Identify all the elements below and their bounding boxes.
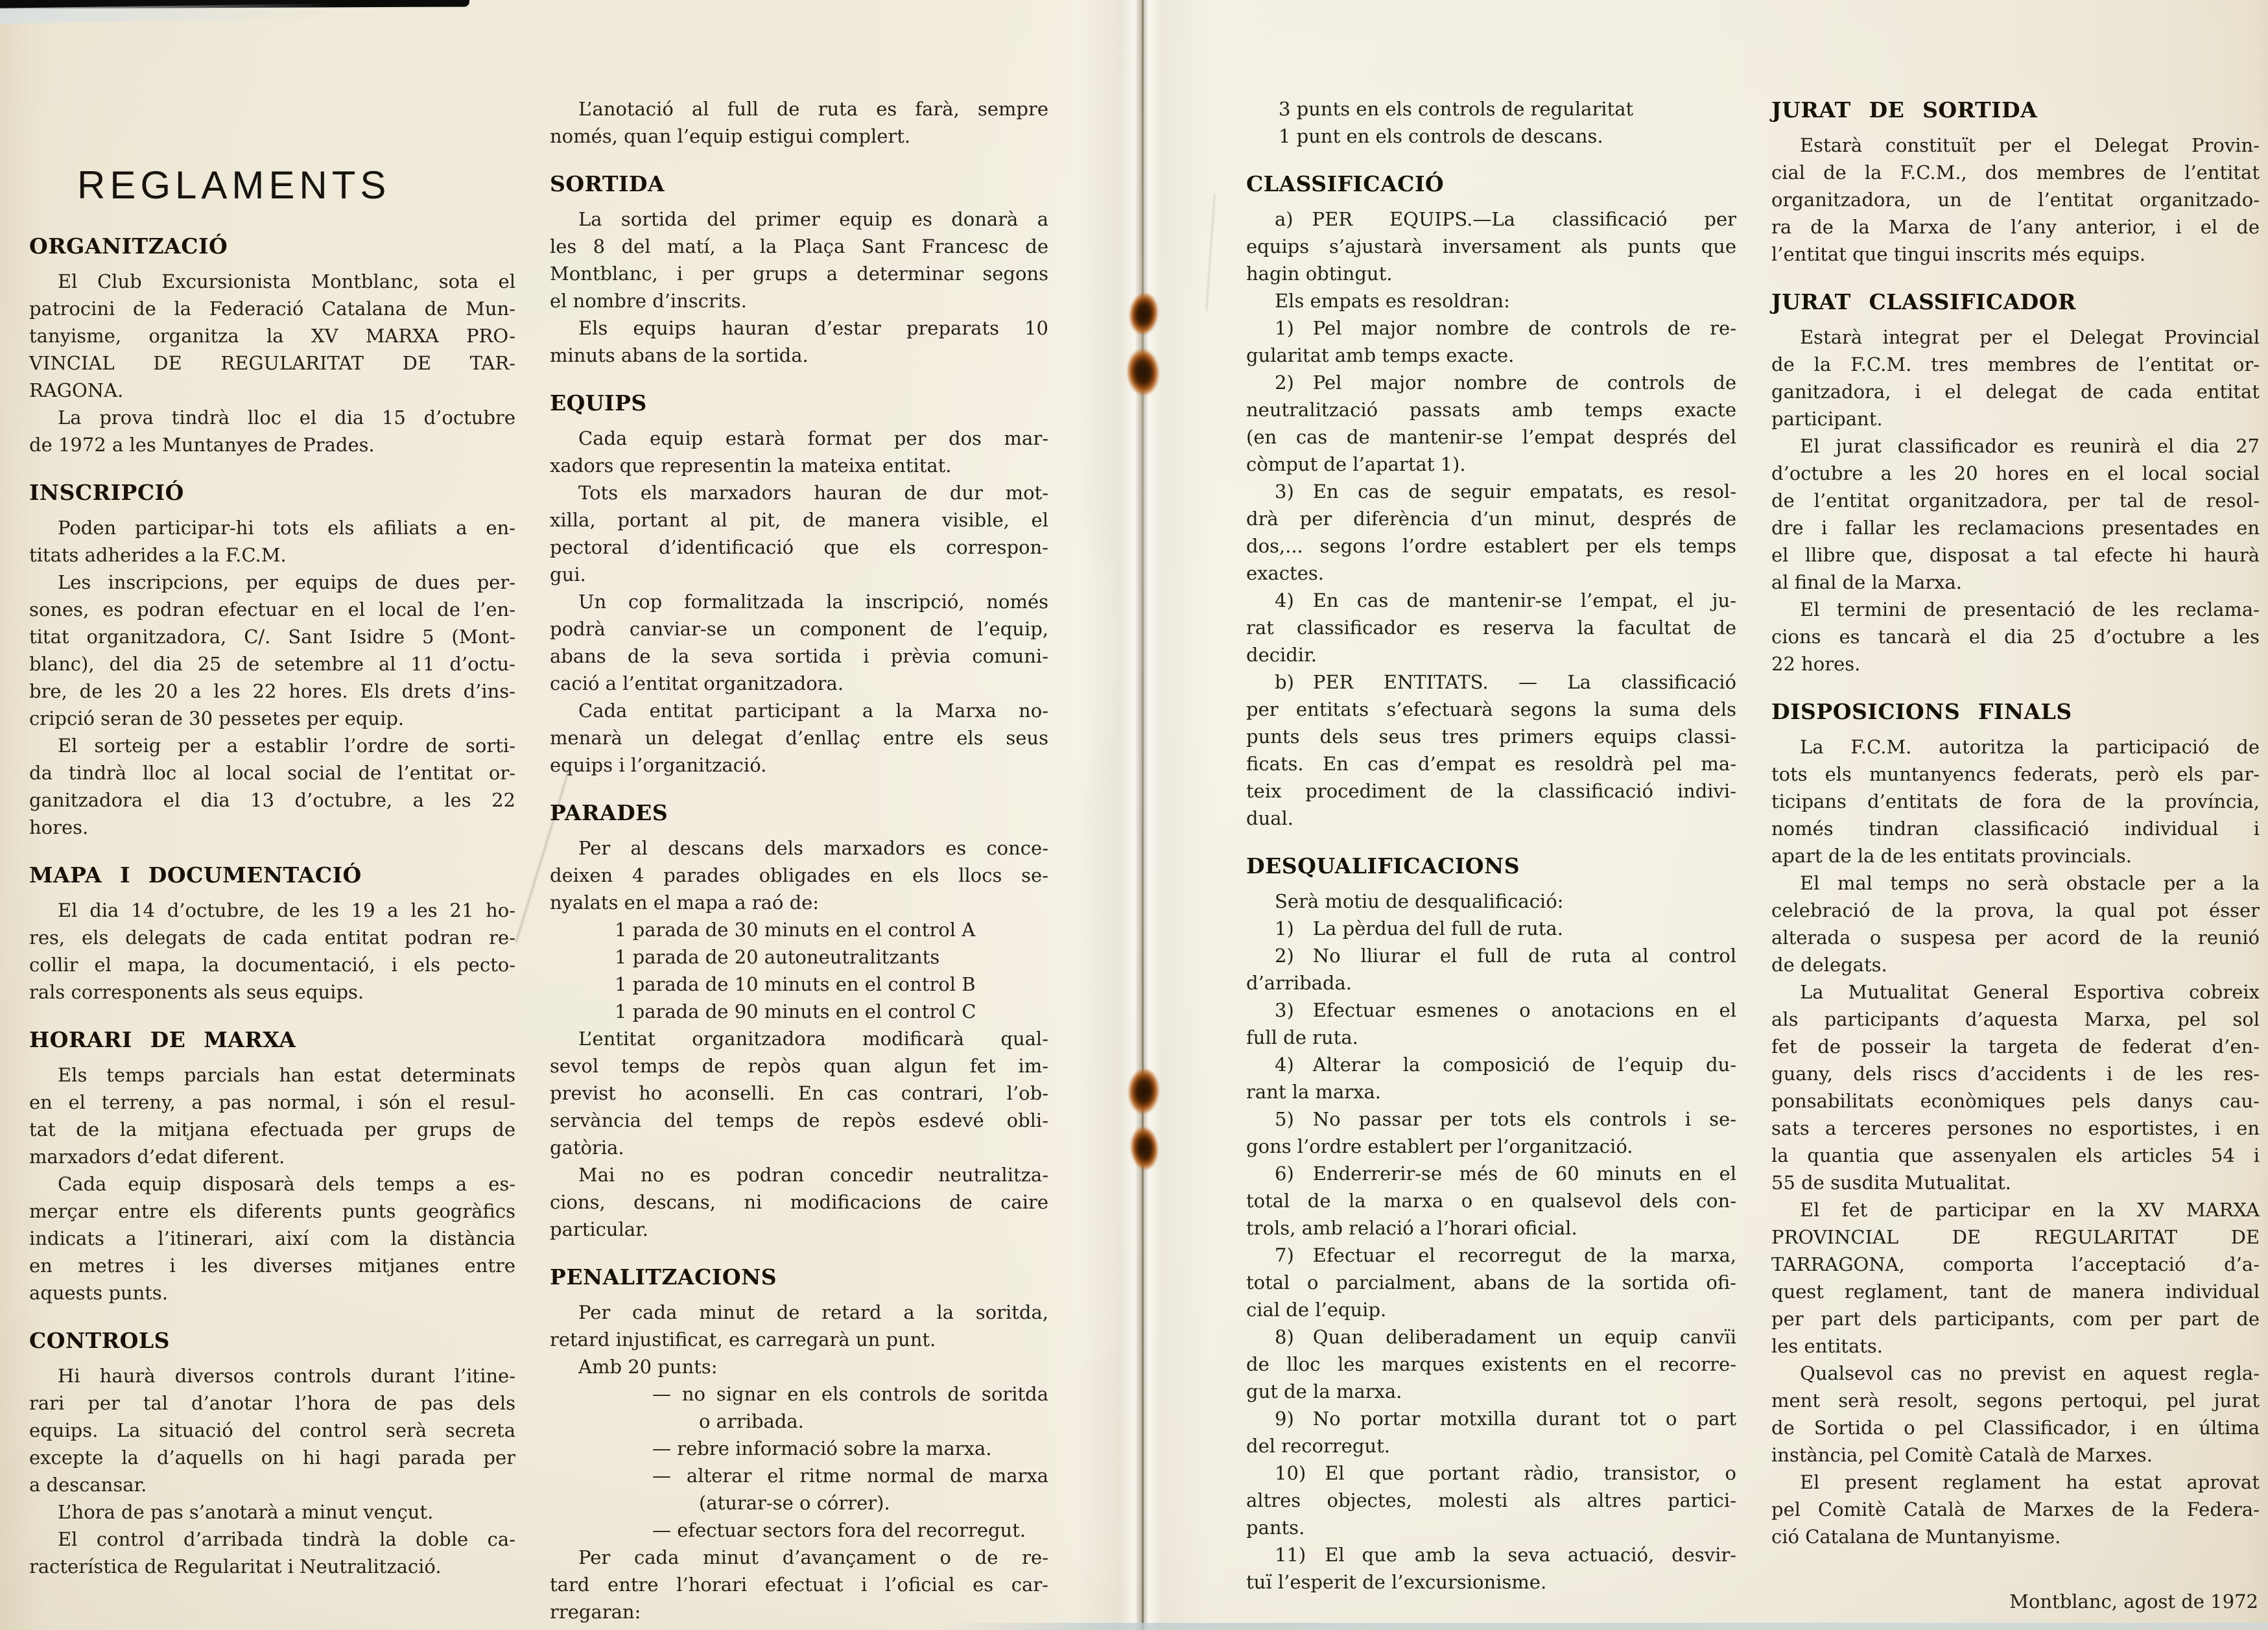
text-line: El sorteig per a establir l’ordre de sorti- bbox=[58, 735, 515, 757]
section-organitzacio bbox=[29, 231, 515, 458]
paragraph bbox=[550, 1299, 1048, 1353]
paragraph bbox=[29, 569, 515, 732]
text-line: 6) Enderrerir-se més de 60 minuts en el bbox=[1275, 1163, 1736, 1185]
text-line: 22 hores. bbox=[1771, 653, 1861, 675]
text-line: Per al descans dels marxadors es conce- bbox=[578, 837, 1048, 859]
section-heading: MAPA I DOCUMENTACIÓ bbox=[29, 862, 362, 888]
section-inscripcio bbox=[29, 478, 515, 841]
paragraph bbox=[550, 479, 1048, 588]
paragraph bbox=[1771, 432, 2260, 596]
text-line: del recorregut. bbox=[1246, 1435, 1390, 1457]
paragraph bbox=[29, 404, 515, 458]
paragraph bbox=[29, 1061, 515, 1170]
text-line: organitzadora, un de l’entitat organitzado- bbox=[1771, 189, 2260, 211]
text-line: blanc), del dia 25 de setembre al 11 d’octu- bbox=[29, 653, 515, 675]
text-line: Poden participar-hi tots els afiliats a en- bbox=[58, 517, 515, 539]
text-line: da tindrà lloc al local social de l’entitat or- bbox=[29, 762, 515, 784]
text-line: El dia 14 d’octubre, de les 19 a les 21 ho- bbox=[58, 899, 515, 921]
section-heading: INSCRIPCIÓ bbox=[29, 480, 184, 505]
text-line: La sortida del primer equip es donarà a bbox=[578, 208, 1048, 230]
paragraph bbox=[1771, 1360, 2260, 1469]
text-line: tanyisme, organitza la XV MARXA PRO- bbox=[29, 325, 515, 347]
text-line: en el terreny, a pas normal, i són el resul- bbox=[29, 1091, 515, 1113]
list-item: 1 parada de 10 minuts en el control B bbox=[615, 973, 976, 995]
section-heading: JURAT CLASSIFICADOR bbox=[1771, 289, 2076, 314]
text-line: sevol temps de repòs quan algun fet im- bbox=[550, 1055, 1048, 1077]
text-line: El control d’arribada tindrà la doble ca- bbox=[58, 1528, 515, 1550]
text-line: rant la marxa. bbox=[1246, 1081, 1381, 1103]
text-line: PROVINCIAL DE REGULARITAT DE bbox=[1771, 1226, 2260, 1248]
text-line: xadors que representin la mateixa entitat. bbox=[550, 455, 952, 477]
paragraph bbox=[29, 1362, 515, 1498]
text-line: pectoral d’identificació que els correspon- bbox=[550, 536, 1048, 558]
text-line: 7) Efectuar el recorregut de la marxa, bbox=[1275, 1244, 1736, 1266]
section-horari-de-marxa bbox=[29, 1025, 515, 1306]
text-line: patrocini de la Federació Catalana de Mun- bbox=[29, 298, 515, 320]
text-line: 2) Pel major nombre de controls de bbox=[1275, 372, 1736, 394]
paragraph bbox=[1771, 324, 2260, 432]
text-line: 3) En cas de seguir empatats, es resol- bbox=[1275, 480, 1736, 502]
paragraph bbox=[1246, 587, 1736, 668]
text-line: punts dels seus tres primers equips classi- bbox=[1246, 726, 1736, 748]
text-line: gularitat amb temps exacte. bbox=[1246, 344, 1515, 366]
text-line: tuï l’esperit de l’excursionisme. bbox=[1246, 1571, 1547, 1593]
scan-edge-bottom bbox=[940, 1623, 2268, 1630]
paragraph bbox=[1246, 287, 1736, 314]
paragraph bbox=[1246, 1105, 1736, 1160]
text-line: només tindran classificació individual i bbox=[1771, 818, 2260, 840]
column-2 bbox=[550, 95, 1048, 1625]
text-line: 4) Alterar la composició de l’equip du- bbox=[1275, 1054, 1736, 1076]
text-line: racterística de Regularitat i Neutralització. bbox=[29, 1555, 442, 1577]
text-line: nyalats en el mapa a raó de: bbox=[550, 892, 820, 914]
closing-dateline: Montblanc, agost de 1972 bbox=[2009, 1590, 2258, 1612]
text-line: de delegats. bbox=[1771, 954, 1887, 976]
paragraph bbox=[550, 588, 1048, 697]
section-heading: CONTROLS bbox=[29, 1328, 170, 1353]
text-line: cions es tancarà el dia 25 d’octubre a les bbox=[1771, 626, 2260, 648]
paragraph bbox=[550, 425, 1048, 479]
text-line: hagin obtingut. bbox=[1246, 263, 1393, 285]
paragraph bbox=[550, 206, 1048, 314]
paragraph bbox=[1771, 1469, 2260, 1550]
paragraph bbox=[29, 897, 515, 1006]
text-line: cial de la F.C.M., dos membres de l’entitat bbox=[1771, 161, 2260, 183]
text-line: Els equips hauran d’estar preparats 10 bbox=[578, 317, 1048, 339]
paragraph bbox=[1246, 478, 1736, 587]
text-line: de lloc les marques existents en el recorre- bbox=[1246, 1353, 1736, 1375]
paragraph bbox=[550, 834, 1048, 916]
paragraph bbox=[1771, 1196, 2260, 1360]
text-line: ció Catalana de Muntanyisme. bbox=[1771, 1526, 2061, 1548]
text-line: en metres i les diverses mitjanes entre bbox=[29, 1255, 515, 1277]
text-line: Cada equip disposarà dels temps a es- bbox=[58, 1173, 515, 1195]
paragraph bbox=[29, 732, 515, 841]
paragraph bbox=[1246, 1242, 1736, 1323]
text-line: La Mutualitat General Esportiva cobreix bbox=[1800, 981, 2260, 1003]
paragraph bbox=[1246, 668, 1736, 832]
text-line: abans de la seva sortida i prèvia comuni- bbox=[550, 645, 1048, 667]
paragraph bbox=[1246, 206, 1736, 287]
text-line: full de ruta. bbox=[1246, 1026, 1358, 1048]
text-line: excepte la d’aquells on hi hagi parada per bbox=[29, 1447, 515, 1469]
section-heading: SORTIDA bbox=[550, 171, 665, 196]
text-line: Cada entitat participant a la Marxa no- bbox=[578, 700, 1048, 722]
paragraph bbox=[1246, 314, 1736, 369]
text-line: fet de posseir la targeta de federat d’en- bbox=[1771, 1035, 2260, 1057]
paragraph bbox=[550, 1161, 1048, 1243]
text-line: aquests punts. bbox=[29, 1282, 169, 1304]
section-classificacio bbox=[1246, 169, 1736, 832]
text-line: El termini de presentació de les reclama- bbox=[1800, 598, 2260, 620]
paragraph bbox=[1246, 1405, 1736, 1459]
text-line: el llibre que, disposat a tal efecte hi haurà bbox=[1771, 544, 2260, 566]
column-4 bbox=[1771, 95, 2260, 1615]
text-line: rals corresponents als seus equips. bbox=[29, 981, 364, 1003]
text-line: gons l’ordre establert per l’organització. bbox=[1246, 1135, 1633, 1157]
text-line: Tots els marxadors hauran de dur mot- bbox=[578, 482, 1048, 504]
text-line: El fet de participar en la XV MARXA bbox=[1800, 1199, 2260, 1221]
text-line: hores. bbox=[29, 816, 89, 838]
text-line: només, quan l’equip estigui complert. bbox=[550, 125, 911, 147]
text-line: d’arribada. bbox=[1246, 972, 1352, 994]
text-line: al final de la Marxa. bbox=[1771, 571, 1963, 593]
text-line: rari per tal d’anotar l’hora de pas dels bbox=[29, 1392, 515, 1414]
text-line: als participants d’aquesta Marxa, pel sol bbox=[1771, 1008, 2260, 1030]
page-fold-line bbox=[1142, 0, 1144, 1630]
list-item: 1 parada de 20 autoneutralitzants bbox=[615, 946, 940, 968]
text-line: El present reglament ha estat aprovat bbox=[1800, 1471, 2260, 1493]
text-line: 4) En cas de mantenir-se l’empat, el ju- bbox=[1275, 589, 1736, 611]
text-line: per part dels participants, com per part de bbox=[1771, 1308, 2260, 1330]
dash-list-item bbox=[550, 1462, 1048, 1517]
text-line: ra de la Marxa de l’any anterior, i el de bbox=[1771, 216, 2260, 238]
dash-list-item bbox=[550, 1435, 1048, 1462]
column-3 bbox=[1246, 95, 1736, 1596]
text-line: El mal temps no serà obstacle per a la bbox=[1800, 872, 2260, 894]
text-line: ponsabilitats econòmiques pels danys cau- bbox=[1771, 1090, 2260, 1112]
text-line: podrà canviar-se un component de l’equip, bbox=[550, 618, 1048, 640]
list-item: 1 punt en els controls de descans. bbox=[1279, 125, 1603, 147]
text-line: previst ho aconselli. En cas contrari, l’ob- bbox=[550, 1082, 1048, 1104]
list-item: 3 punts en els controls de regularitat bbox=[1279, 98, 1634, 120]
text-line: ment serà resolt, segons pertoqui, pel jurat bbox=[1771, 1389, 2260, 1411]
section-heading: ORGANITZACIÓ bbox=[29, 233, 228, 259]
paragraph bbox=[1246, 1541, 1736, 1596]
text-line: total o parcialment, abans de la sortida ofi- bbox=[1246, 1271, 1736, 1293]
text-line: exactes. bbox=[1246, 562, 1324, 584]
text-line: 55 de susdita Mutualitat. bbox=[1771, 1172, 2011, 1194]
paragraph bbox=[550, 314, 1048, 369]
text-line: 3) Efectuar esmenes o anotacions en el bbox=[1275, 999, 1736, 1021]
text-line: dos,... segons l’ordre establert per els temps bbox=[1246, 535, 1736, 557]
paragraph bbox=[550, 1544, 1048, 1625]
section-heading: DESQUALIFICACIONS bbox=[1246, 853, 1520, 879]
text-line: pants. bbox=[1246, 1517, 1305, 1539]
text-line: dual. bbox=[1246, 807, 1294, 829]
text-line: el nombre d’inscrits. bbox=[550, 290, 747, 312]
text-line: titat organitzadora, C/. Sant Isidre 5 (Mont- bbox=[29, 626, 515, 648]
text-line: l’entitat que tingui inscrits més equips. bbox=[1771, 243, 2146, 265]
text-line: Per cada minut d’avançament o de re- bbox=[578, 1546, 1048, 1568]
paragraph bbox=[550, 697, 1048, 779]
section-mapa-i-documentacio bbox=[29, 860, 515, 1006]
text-line: tots els muntanyencs federats, però els par- bbox=[1771, 763, 2260, 785]
text-line: o arribada. bbox=[699, 1410, 804, 1432]
text-line: de 1972 a les Muntanyes de Prades. bbox=[29, 434, 375, 456]
text-line: cripció seran de 30 pessetes per equip. bbox=[29, 707, 405, 729]
text-line: bre, de les 20 a les 22 hores. Els drets d’ins- bbox=[29, 680, 515, 702]
text-line: altres objectes, molesti als altres partici- bbox=[1246, 1489, 1736, 1511]
text-line: d’octubre a les 20 hores en el local social bbox=[1771, 462, 2260, 484]
text-line: instància, pel Comitè Català de Marxes. bbox=[1771, 1444, 2153, 1466]
text-line: Qualsevol cas no previst en aquest regla- bbox=[1800, 1362, 2260, 1384]
text-line: Amb 20 punts: bbox=[578, 1356, 718, 1378]
text-line: gui. bbox=[550, 563, 586, 585]
text-line: La prova tindrà lloc el dia 15 d’octubre bbox=[58, 407, 515, 429]
text-line: total de la marxa o en qualsevol dels con- bbox=[1246, 1190, 1736, 1212]
text-line: indicats a l’itinerari, així com la distància bbox=[29, 1227, 515, 1249]
text-line: trols, amb relació a l’horari oficial. bbox=[1246, 1217, 1577, 1239]
paragraph bbox=[1771, 733, 2260, 869]
text-line: collir el mapa, la documentació, i els pecto- bbox=[29, 954, 515, 976]
text-line: de la F.C.M. tres membres de l’entitat or- bbox=[1771, 353, 2260, 375]
text-line: gatòria. bbox=[550, 1137, 624, 1159]
paragraph bbox=[1771, 596, 2260, 678]
text-line: 1) Pel major nombre de controls de re- bbox=[1275, 317, 1736, 339]
text-line: Un cop formalitzada la inscripció, només bbox=[578, 591, 1048, 613]
text-line: a descansar. bbox=[29, 1474, 147, 1496]
dash-list-item bbox=[550, 1380, 1048, 1435]
text-line: per entitats s’efectuarà segons la suma dels bbox=[1246, 698, 1736, 720]
page-title: REGLAMENTS bbox=[77, 163, 391, 207]
text-line: deixen 4 parades obligades en els llocs se- bbox=[550, 864, 1048, 886]
paragraph bbox=[29, 514, 515, 569]
text-line: 8) Quan deliberadament un equip canvïi bbox=[1275, 1326, 1736, 1348]
section-sortida bbox=[550, 169, 1048, 369]
text-line: — efectuar sectors fora del recorregut. bbox=[652, 1519, 1026, 1541]
paragraph bbox=[29, 1170, 515, 1306]
text-line: cial de l’equip. bbox=[1246, 1299, 1387, 1321]
text-line: Montblanc, i per grups a determinar segons bbox=[550, 263, 1048, 285]
list-item: 1 parada de 30 minuts en el control A bbox=[615, 919, 976, 941]
text-line: quest reglament, tant de manera individual bbox=[1771, 1281, 2260, 1303]
text-line: rat classificador es reserva la facultat de bbox=[1246, 617, 1736, 639]
text-line: minuts abans de la sortida. bbox=[550, 344, 809, 366]
text-line: cació a l’entitat organitzadora. bbox=[550, 672, 844, 694]
text-line: cions, descans, ni modificacions de caire bbox=[550, 1191, 1048, 1213]
text-line: Estarà constituït per el Delegat Provin- bbox=[1800, 134, 2260, 156]
text-line: neutralització passats amb temps exacte bbox=[1246, 399, 1736, 421]
section-disposicions-finals bbox=[1771, 697, 2260, 1550]
paragraph bbox=[1246, 1160, 1736, 1242]
paragraph bbox=[1246, 1459, 1736, 1541]
paragraph bbox=[1771, 869, 2260, 978]
text-line: equips s’ajustarà inversament als punts que bbox=[1246, 235, 1736, 257]
text-line: 9) No portar motxilla durant tot o part bbox=[1275, 1408, 1736, 1430]
text-line: Les inscripcions, per equips de dues per- bbox=[58, 571, 515, 593]
text-line: Els temps parcials han estat determinats bbox=[58, 1064, 515, 1086]
paragraph bbox=[1246, 1051, 1736, 1105]
text-line: 1) La pèrdua del full de ruta. bbox=[1275, 917, 1563, 939]
text-line: — alterar el ritme normal de marxa bbox=[652, 1465, 1048, 1487]
text-line: — rebre informació sobre la marxa. bbox=[652, 1437, 992, 1459]
paragraph bbox=[1771, 132, 2260, 268]
text-line: VINCIAL DE REGULARITAT DE TAR- bbox=[29, 352, 515, 374]
section-heading: PARADES bbox=[550, 800, 668, 825]
text-line: sones, es podran efectuar en el local de l’en- bbox=[29, 598, 515, 620]
text-line: Estarà integrat per el Delegat Provincial bbox=[1800, 326, 2260, 348]
text-line: les 8 del matí, a la Plaça Sant Francesc de bbox=[550, 235, 1048, 257]
text-line: menarà un delegat d’enllaç entre els seus bbox=[550, 727, 1048, 749]
text-line: equips i l’organització. bbox=[550, 754, 767, 776]
paragraph bbox=[1246, 915, 1736, 942]
text-line: L’hora de pas s’anotarà a minut vençut. bbox=[58, 1501, 434, 1523]
text-line: 5) No passar per tots els controls i se- bbox=[1275, 1108, 1736, 1130]
text-line: participant. bbox=[1771, 408, 1883, 430]
text-line: particular. bbox=[550, 1218, 649, 1240]
text-line: sats a terceres persones no esportistes, i en bbox=[1771, 1117, 2260, 1139]
text-line: de l’entitat organitzadora, per tal de resol- bbox=[1771, 490, 2260, 512]
text-line: titats adherides a la F.C.M. bbox=[29, 544, 287, 566]
text-line: guany, dels riscs d’accidents i de les res- bbox=[1771, 1063, 2260, 1085]
text-line: b) PER ENTITATS. — La classificació bbox=[1275, 671, 1736, 693]
text-line: — no signar en els controls de soritda bbox=[652, 1383, 1048, 1405]
text-line: celebració de la prova, la qual pot ésser bbox=[1771, 899, 2260, 921]
paragraph bbox=[1246, 888, 1736, 915]
text-line: retard injustificat, es carregarà un punt. bbox=[550, 1329, 936, 1351]
text-line: marxadors d’edat diferent. bbox=[29, 1146, 285, 1168]
text-line: alterada o suspesa per acord de la reunió bbox=[1771, 927, 2260, 949]
page-fold-gutter bbox=[1076, 0, 1212, 1630]
text-line: apart de la de les entitats provincials. bbox=[1771, 845, 2132, 867]
text-line: 2) No lliurar el full de ruta al control bbox=[1275, 945, 1736, 967]
text-line: decidir. bbox=[1246, 644, 1317, 666]
list-item: 1 parada de 90 minuts en el control C bbox=[615, 1000, 976, 1022]
section-heading: JURAT DE SORTIDA bbox=[1771, 97, 2038, 123]
text-line: de Sortida o pel Classificador, i en última bbox=[1771, 1417, 2260, 1439]
text-line: TARRAGONA, comporta l’acceptació d’a- bbox=[1771, 1253, 2260, 1275]
paragraph bbox=[1246, 997, 1736, 1051]
section-jurat-classificador bbox=[1771, 287, 2260, 678]
paragraph bbox=[550, 1353, 1048, 1380]
text-line: Hi haurà diversos controls durant l’itine- bbox=[58, 1365, 515, 1387]
column-1 bbox=[29, 0, 515, 1580]
section-jurat-de-sortida bbox=[1771, 95, 2260, 268]
section-heading: EQUIPS bbox=[550, 390, 647, 416]
text-line: L’anotació al full de ruta es farà, sempre bbox=[578, 98, 1048, 120]
text-line: RAGONA. bbox=[29, 379, 124, 401]
text-line: teix procediment de la classificació indivi- bbox=[1246, 780, 1736, 802]
text-line: Cada equip estarà format per dos mar- bbox=[578, 427, 1048, 449]
text-line: res, els delegats de cada entitat podran re- bbox=[29, 927, 515, 949]
text-line: (en cas de mantenir-se l’empat després del bbox=[1246, 426, 1736, 448]
section-heading: PENALITZACIONS bbox=[550, 1264, 777, 1290]
text-line: ticipans d’entitats de fora de la província, bbox=[1771, 790, 2260, 812]
text-line: 10) El que portant ràdio, transistor, o bbox=[1275, 1462, 1736, 1484]
text-line: a) PER EQUIPS.—La classificació per bbox=[1275, 208, 1736, 230]
paragraph bbox=[550, 1025, 1048, 1161]
text-line: Serà motiu de desqualificació: bbox=[1275, 890, 1564, 912]
section-desqualificacions bbox=[1246, 851, 1736, 1596]
text-line: Els empats es resoldran: bbox=[1275, 290, 1510, 312]
text-line: drà per diferència d’un minut, després de bbox=[1246, 508, 1736, 530]
text-line: La F.C.M. autoritza la participació de bbox=[1800, 736, 2260, 758]
dash-list-item bbox=[550, 1517, 1048, 1544]
section-parades bbox=[550, 798, 1048, 1243]
section-penalitzacions bbox=[550, 1262, 1048, 1625]
text-line: tat de la mitjana efectuada per grups de bbox=[29, 1118, 515, 1140]
section-heading: CLASSIFICACIÓ bbox=[1246, 171, 1445, 196]
section-equips bbox=[550, 388, 1048, 779]
text-line: xilla, portant al pit, de manera visible, el bbox=[550, 509, 1048, 531]
text-line: equips. La situació del control serà secreta bbox=[29, 1419, 515, 1441]
text-line: ganitzadora el dia 13 d’octubre, a les 22 bbox=[29, 789, 515, 811]
text-line: la quantia que assenyalen els articles 54 i bbox=[1771, 1144, 2260, 1166]
text-line: tard entre l’horari efectuat i l’oficial es car- bbox=[550, 1574, 1048, 1596]
text-line: El jurat classificador es reunirà el dia 27 bbox=[1800, 435, 2260, 457]
paragraph bbox=[1246, 369, 1736, 478]
text-line: servància del temps de repòs esdevé obli- bbox=[550, 1109, 1048, 1131]
text-line: L’entitat organitzadora modificarà qual- bbox=[578, 1028, 1048, 1050]
text-line: pel Comitè Català de Marxes de la Federa- bbox=[1771, 1498, 2260, 1520]
paragraph bbox=[29, 268, 515, 404]
text-line: rregaran: bbox=[550, 1601, 641, 1623]
paragraph bbox=[29, 1498, 515, 1526]
paragraph bbox=[1246, 1323, 1736, 1405]
text-line: merçar entre els diferents punts geogràfics bbox=[29, 1200, 515, 1222]
paragraph bbox=[1771, 978, 2260, 1196]
text-line: El Club Excursionista Montblanc, sota el bbox=[58, 270, 515, 292]
text-line: (aturar-se o córrer). bbox=[699, 1492, 890, 1514]
section-heading: HORARI DE MARXA bbox=[29, 1027, 296, 1052]
text-line: 11) El que amb la seva actuació, desvir- bbox=[1275, 1544, 1736, 1566]
section-controls bbox=[29, 1326, 515, 1580]
paragraph bbox=[1246, 942, 1736, 997]
text-line: ficats. En cas d’empat es resoldrà pel ma- bbox=[1246, 753, 1736, 775]
text-line: Per cada minut de retard a la soritda, bbox=[578, 1301, 1048, 1323]
text-line: ganitzadora, i el delegat de cada entitat bbox=[1771, 381, 2260, 403]
text-line: dre i fallar les reclamacions presentades en bbox=[1771, 517, 2260, 539]
text-line: Mai no es podran concedir neutralitza- bbox=[578, 1164, 1048, 1186]
text-line: còmput de l’apartat 1). bbox=[1246, 453, 1466, 475]
text-line: les entitats. bbox=[1771, 1335, 1884, 1357]
paragraph bbox=[29, 1526, 515, 1580]
text-line: gut de la marxa. bbox=[1246, 1380, 1402, 1402]
section-heading: DISPOSICIONS FINALS bbox=[1771, 699, 2072, 724]
paragraph bbox=[550, 95, 1048, 150]
